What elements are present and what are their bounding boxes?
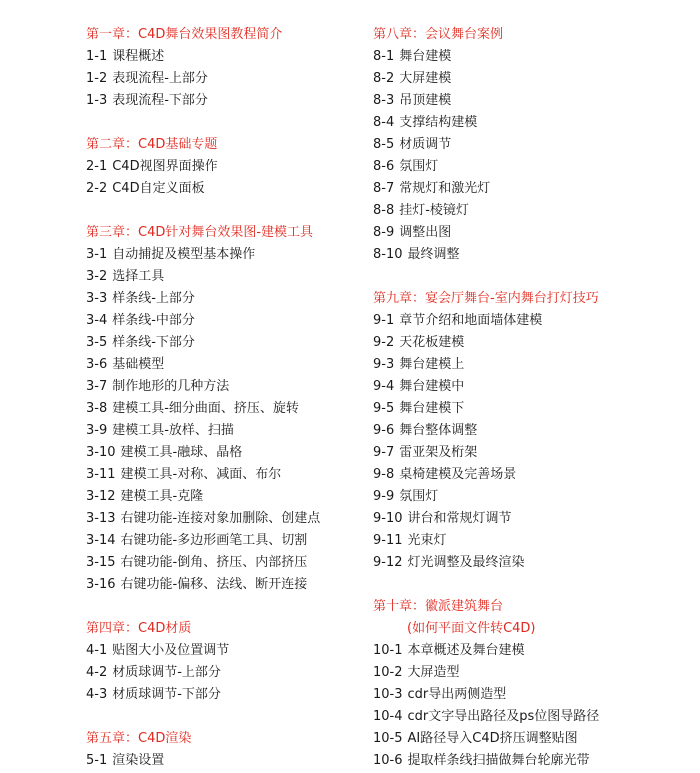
lesson-number: 9-9 xyxy=(373,489,395,504)
lesson-number: 3-15 xyxy=(86,555,116,570)
lesson-number: 10-1 xyxy=(373,643,403,658)
lesson-item[interactable] xyxy=(86,288,366,310)
chapter-9 xyxy=(373,288,693,574)
chapter-heading: 第八章：会议舞台案例 xyxy=(373,27,504,42)
lesson-title: 右键功能-倒角、挤压、内部挤压 xyxy=(120,555,308,570)
lesson-title: cdr导出两侧造型 xyxy=(407,687,507,702)
right-column xyxy=(373,24,693,772)
lesson-title: 样条线-中部分 xyxy=(112,313,195,328)
lesson-title: 渲染设置 xyxy=(112,753,165,768)
lesson-number: 9-8 xyxy=(373,467,395,482)
lesson-item[interactable] xyxy=(373,178,693,200)
lesson-title: AI路径导入C4D挤压调整贴图 xyxy=(407,731,578,746)
lesson-number: 8-7 xyxy=(373,181,395,196)
lesson-number: 8-4 xyxy=(373,115,395,130)
lesson-title: 舞台建模 xyxy=(399,49,452,64)
chapter-8 xyxy=(373,24,693,266)
lesson-number: 2-1 xyxy=(86,159,108,174)
lesson-item[interactable] xyxy=(86,46,366,68)
lesson-title: 大屏造型 xyxy=(407,665,460,680)
lesson-item[interactable] xyxy=(373,530,693,552)
lesson-number: 8-8 xyxy=(373,203,395,218)
chapter-heading: 第十章：徽派建筑舞台 xyxy=(373,599,504,614)
lesson-number: 8-9 xyxy=(373,225,395,240)
lesson-item[interactable] xyxy=(373,486,693,508)
lesson-item[interactable] xyxy=(86,464,366,486)
lesson-number: 3-14 xyxy=(86,533,116,548)
lesson-item[interactable] xyxy=(373,90,693,112)
lesson-title: 舞台建模上 xyxy=(399,357,465,372)
lesson-item[interactable] xyxy=(373,552,693,574)
lesson-item[interactable] xyxy=(86,398,366,420)
lesson-number: 3-9 xyxy=(86,423,108,438)
lesson-title: C4D自定义面板 xyxy=(112,181,205,196)
lesson-number: 8-10 xyxy=(373,247,403,262)
lesson-item[interactable] xyxy=(373,376,693,398)
lesson-item[interactable] xyxy=(373,244,693,266)
lesson-title: 建模工具-放样、扫描 xyxy=(112,423,234,438)
lesson-item[interactable] xyxy=(86,332,366,354)
lesson-title: 挂灯-棱镜灯 xyxy=(399,203,469,218)
lesson-number: 8-6 xyxy=(373,159,395,174)
lesson-item[interactable] xyxy=(86,156,366,178)
lesson-item[interactable] xyxy=(86,376,366,398)
lesson-item[interactable] xyxy=(373,420,693,442)
chapter-heading: 第三章：C4D针对舞台效果图-建模工具 xyxy=(86,225,314,240)
lesson-number: 9-7 xyxy=(373,445,395,460)
lesson-title: 表现流程-上部分 xyxy=(112,71,208,86)
lesson-item[interactable] xyxy=(86,90,366,112)
lesson-title: 右键功能-偏移、法线、断开连接 xyxy=(120,577,308,592)
lesson-number: 8-5 xyxy=(373,137,395,152)
lesson-title: 贴图大小及位置调节 xyxy=(112,643,230,658)
lesson-item[interactable] xyxy=(373,134,693,156)
lesson-title: 样条线-下部分 xyxy=(112,335,195,350)
lesson-number: 9-1 xyxy=(373,313,395,328)
lesson-number: 9-11 xyxy=(373,533,403,548)
lesson-title: 课程概述 xyxy=(112,49,165,64)
lesson-number: 8-1 xyxy=(373,49,395,64)
lesson-title: 章节介绍和地面墙体建模 xyxy=(399,313,543,328)
lesson-item[interactable] xyxy=(86,486,366,508)
lesson-item[interactable] xyxy=(86,508,366,530)
lesson-number: 9-10 xyxy=(373,511,403,526)
lesson-title: 材质球调节-下部分 xyxy=(112,687,221,702)
lesson-title: 提取样条线扫描做舞台轮廓光带 xyxy=(407,753,590,768)
lesson-title: 光束灯 xyxy=(407,533,447,548)
lesson-item[interactable] xyxy=(373,354,693,376)
lesson-number: 2-2 xyxy=(86,181,108,196)
lesson-item[interactable] xyxy=(373,662,693,684)
lesson-number: 3-4 xyxy=(86,313,108,328)
left-column xyxy=(86,24,366,772)
lesson-item[interactable] xyxy=(373,684,693,706)
lesson-item[interactable] xyxy=(86,266,366,288)
lesson-item[interactable] xyxy=(373,200,693,222)
lesson-item[interactable] xyxy=(86,662,366,684)
lesson-title: 本章概述及舞台建模 xyxy=(407,643,525,658)
chapter-5 xyxy=(86,728,366,772)
lesson-number: 8-3 xyxy=(373,93,395,108)
lesson-title: 建模工具-融球、晶格 xyxy=(120,445,243,460)
lesson-title: 支撑结构建模 xyxy=(399,115,478,130)
lesson-number: 10-3 xyxy=(373,687,403,702)
lesson-number: 3-2 xyxy=(86,269,108,284)
lesson-item[interactable] xyxy=(86,640,366,662)
lesson-number: 10-6 xyxy=(373,753,403,768)
lesson-item[interactable] xyxy=(373,156,693,178)
lesson-item[interactable] xyxy=(373,706,693,728)
lesson-title: 调整出图 xyxy=(399,225,452,240)
lesson-title: cdr文字导出路径及ps位图导路径 xyxy=(407,709,600,724)
lesson-title: 建模工具-克隆 xyxy=(120,489,204,504)
chapter-subheading: (如何平面文件转C4D) xyxy=(407,621,536,636)
lesson-item[interactable] xyxy=(86,178,366,200)
lesson-item[interactable] xyxy=(86,244,366,266)
lesson-title: 右键功能-连接对象加删除、创建点 xyxy=(120,511,321,526)
lesson-number: 9-2 xyxy=(373,335,395,350)
lesson-title: 氛围灯 xyxy=(399,159,439,174)
lesson-item[interactable] xyxy=(373,46,693,68)
lesson-item[interactable] xyxy=(86,552,366,574)
lesson-title: C4D视图界面操作 xyxy=(112,159,218,174)
lesson-number: 10-4 xyxy=(373,709,403,724)
lesson-title: 舞台整体调整 xyxy=(399,423,478,438)
lesson-title: 舞台建模下 xyxy=(399,401,465,416)
chapter-3 xyxy=(86,222,366,596)
lesson-number: 9-3 xyxy=(373,357,395,372)
lesson-number: 3-6 xyxy=(86,357,108,372)
lesson-item[interactable] xyxy=(373,332,693,354)
lesson-number: 10-2 xyxy=(373,665,403,680)
lesson-title: 建模工具-对称、减面、布尔 xyxy=(120,467,282,482)
lesson-number: 3-10 xyxy=(86,445,116,460)
lesson-number: 1-2 xyxy=(86,71,108,86)
lesson-item[interactable] xyxy=(86,530,366,552)
chapter-4 xyxy=(86,618,366,706)
lesson-number: 4-3 xyxy=(86,687,108,702)
lesson-number: 1-3 xyxy=(86,93,108,108)
lesson-item[interactable] xyxy=(86,442,366,464)
lesson-item[interactable] xyxy=(86,354,366,376)
lesson-title: 右键功能-多边形画笔工具、切割 xyxy=(120,533,308,548)
lesson-title: 表现流程-下部分 xyxy=(112,93,208,108)
chapter-10 xyxy=(373,596,693,772)
lesson-title: 选择工具 xyxy=(112,269,165,284)
lesson-item[interactable] xyxy=(86,310,366,332)
lesson-item[interactable] xyxy=(86,750,366,772)
chapter-heading: 第四章：C4D材质 xyxy=(86,621,192,636)
lesson-item[interactable] xyxy=(86,68,366,90)
lesson-number: 9-4 xyxy=(373,379,395,394)
lesson-number: 3-8 xyxy=(86,401,108,416)
lesson-title: 大屏建模 xyxy=(399,71,452,86)
lesson-title: 样条线-上部分 xyxy=(112,291,195,306)
lesson-item[interactable] xyxy=(373,750,693,772)
lesson-title: 吊顶建模 xyxy=(399,93,452,108)
lesson-item[interactable] xyxy=(373,112,693,134)
lesson-title: 雷亚架及桁架 xyxy=(399,445,478,460)
lesson-title: 材质调节 xyxy=(399,137,452,152)
lesson-number: 3-5 xyxy=(86,335,108,350)
lesson-number: 10-5 xyxy=(373,731,403,746)
lesson-item[interactable] xyxy=(373,640,693,662)
lesson-item[interactable] xyxy=(373,398,693,420)
lesson-number: 9-12 xyxy=(373,555,403,570)
chapter-heading: 第五章：C4D渲染 xyxy=(86,731,192,746)
lesson-item[interactable] xyxy=(373,222,693,244)
lesson-title: 氛围灯 xyxy=(399,489,439,504)
lesson-item[interactable] xyxy=(373,442,693,464)
lesson-item[interactable] xyxy=(373,310,693,332)
lesson-number: 8-2 xyxy=(373,71,395,86)
lesson-number: 4-2 xyxy=(86,665,108,680)
lesson-title: 制作地形的几种方法 xyxy=(112,379,230,394)
lesson-title: 基础模型 xyxy=(112,357,165,372)
lesson-title: 常规灯和激光灯 xyxy=(399,181,491,196)
chapter-1 xyxy=(86,24,366,112)
lesson-item[interactable] xyxy=(86,574,366,596)
lesson-number: 3-7 xyxy=(86,379,108,394)
lesson-number: 5-1 xyxy=(86,753,108,768)
chapter-heading: 第九章：宴会厅舞台-室内舞台打灯技巧 xyxy=(373,291,599,306)
lesson-title: 自动捕捉及模型基本操作 xyxy=(112,247,256,262)
lesson-number: 3-1 xyxy=(86,247,108,262)
lesson-title: 讲台和常规灯调节 xyxy=(407,511,512,526)
lesson-item[interactable] xyxy=(373,464,693,486)
lesson-title: 材质球调节-上部分 xyxy=(112,665,221,680)
lesson-title: 舞台建模中 xyxy=(399,379,465,394)
lesson-item[interactable] xyxy=(373,728,693,750)
lesson-title: 天花板建模 xyxy=(399,335,465,350)
chapter-heading: 第二章：C4D基础专题 xyxy=(86,137,218,152)
lesson-number: 1-1 xyxy=(86,49,108,64)
lesson-item[interactable] xyxy=(86,420,366,442)
lesson-number: 3-13 xyxy=(86,511,116,526)
lesson-title: 桌椅建模及完善场景 xyxy=(399,467,517,482)
lesson-number: 3-11 xyxy=(86,467,116,482)
lesson-number: 9-5 xyxy=(373,401,395,416)
lesson-title: 最终调整 xyxy=(407,247,460,262)
chapter-2 xyxy=(86,134,366,200)
lesson-item[interactable] xyxy=(373,508,693,530)
lesson-title: 建模工具-细分曲面、挤压、旋转 xyxy=(112,401,299,416)
lesson-number: 3-16 xyxy=(86,577,116,592)
lesson-number: 3-12 xyxy=(86,489,116,504)
chapter-heading: 第一章：C4D舞台效果图教程简介 xyxy=(86,27,283,42)
lesson-number: 9-6 xyxy=(373,423,395,438)
lesson-title: 灯光调整及最终渲染 xyxy=(407,555,525,570)
lesson-item[interactable] xyxy=(373,68,693,90)
lesson-number: 4-1 xyxy=(86,643,108,658)
lesson-number: 3-3 xyxy=(86,291,108,306)
lesson-item[interactable] xyxy=(86,684,366,706)
